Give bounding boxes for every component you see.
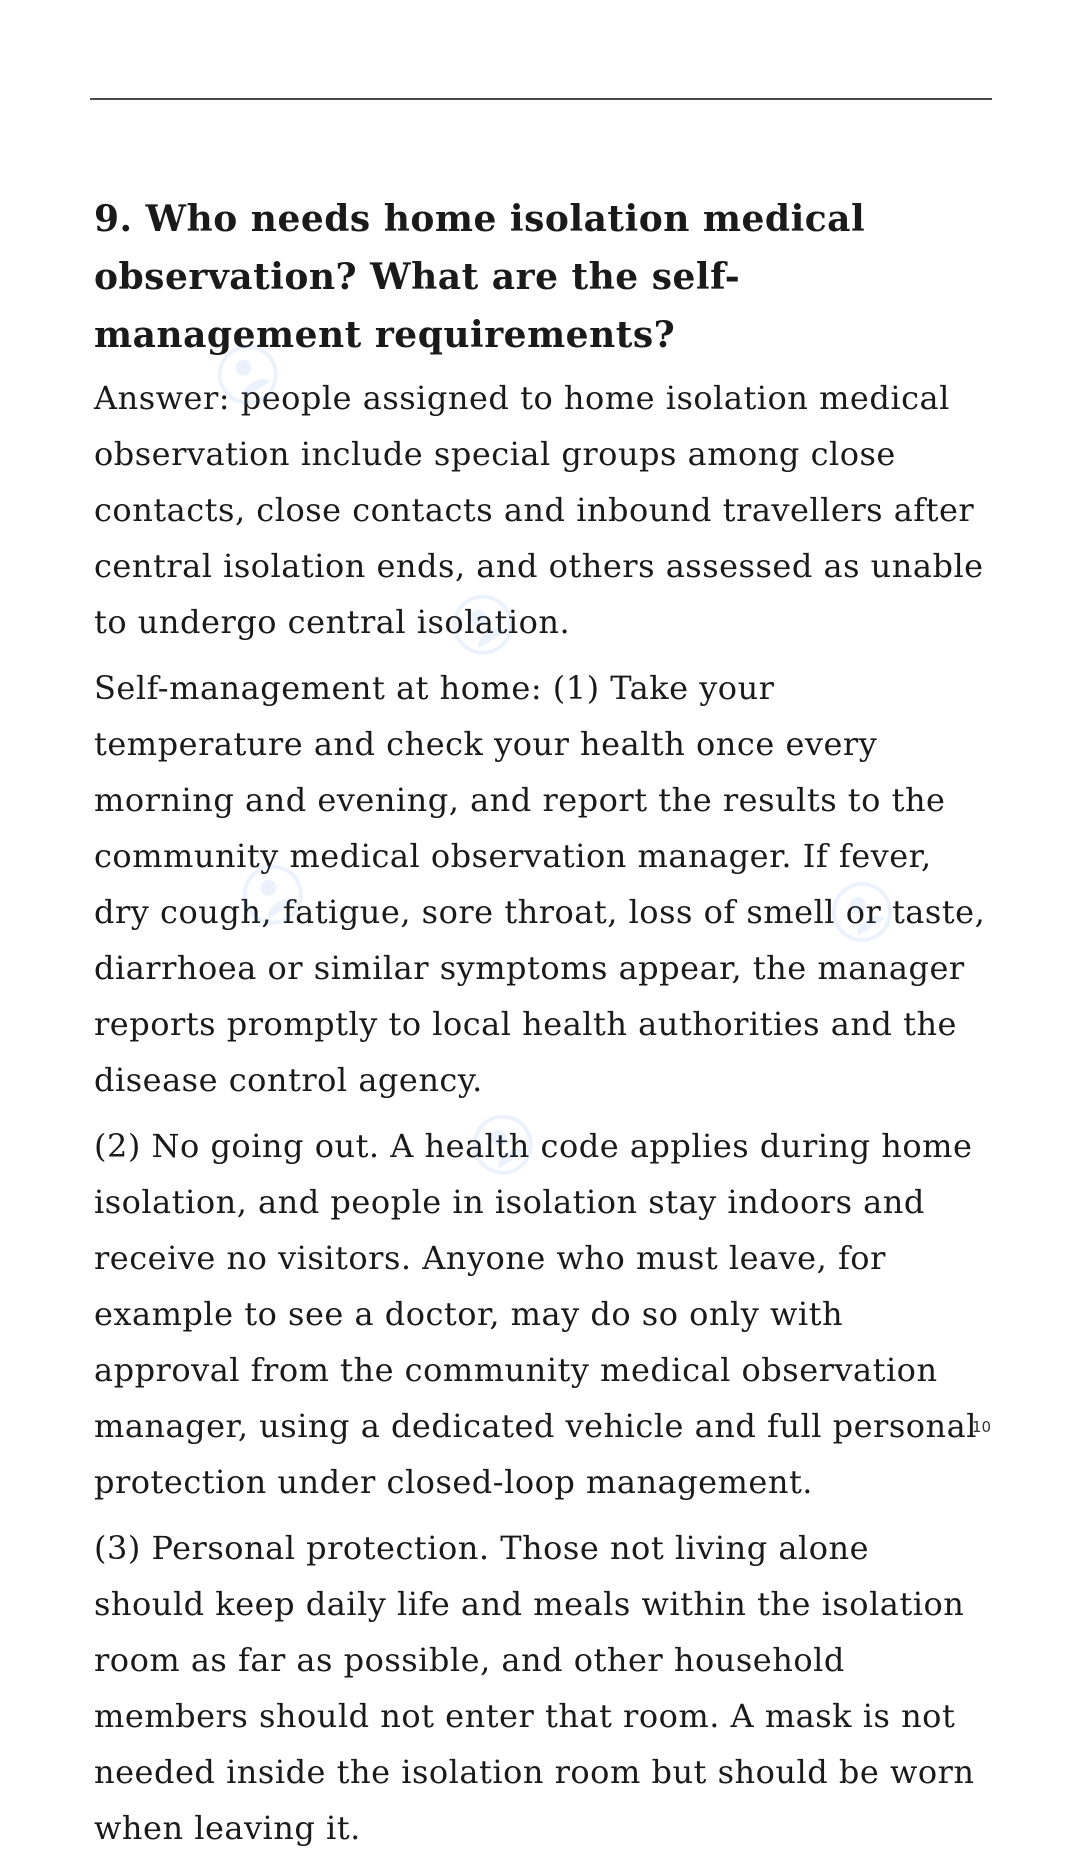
page-number: 10 [972, 1418, 992, 1436]
answer-paragraph: Answer: people assigned to home isolation medical observation include special groups among close contacts, close contacts and inbound travellers after central isolation ends, and others assessed as unable to undergo central isolation. [94, 379, 984, 641]
personal-protection-paragraph: (3) Personal protection. Those not living alone should keep daily life and meals within the isolation room as far as possible, and other household members should not enter that room. A mask is not needed inside the isolation room but should be worn when leaving it. [94, 1529, 975, 1847]
self-management-paragraph: Self-management at home: (1) Take your temperature and check your health once every morning and evening, and report the results to the community medical observation manager. If fever, dry cough, fatigue, sore throat, loss of smell or taste, diarrhoea or similar symptoms appear, the manager reports promptly to local health authorities and the disease control agency. [94, 669, 986, 1099]
question-heading: 9. Who needs home isolation medical observation? What are the self-management requirements? [94, 198, 866, 356]
header-rule [90, 98, 992, 100]
document-body [94, 190, 990, 1866]
no-going-out-paragraph: (2) No going out. A health code applies during home isolation, and people in isolation stay indoors and receive no visitors. Anyone who must leave, for example to see a doctor, may do so only with approval from the community medical observation manager, using a dedicated vehicle and full personal protection under closed-loop management. [94, 1127, 977, 1501]
